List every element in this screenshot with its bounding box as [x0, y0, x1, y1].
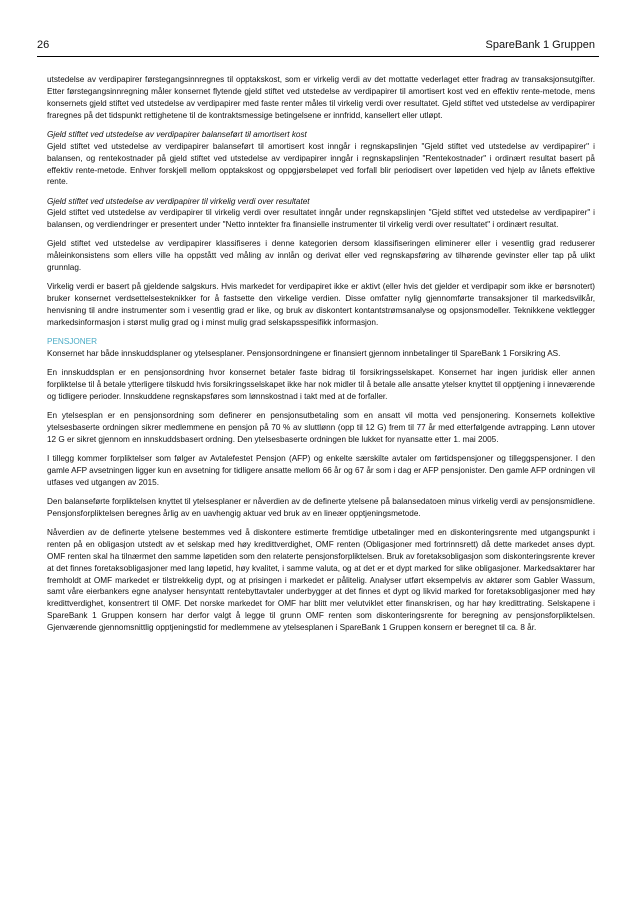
paragraph-securities-measurement: utstedelse av verdipapirer førstegangsinnregnes til opptakskost, som er virkelig verdi av det mottatte vederlaget etter fradrag av transaksjonsutgifter. Etter førstegangsinnregning måler konsernet flytende gjeld stiftet ved utstedelse av verdipapirer til amortisert kost ved en effektiv rente-metode, mens konsernets gjeld stiftet ved utstedelse av verdipapirer med faste renter måles til virkelig verdi over resultatet. Gjeld stiftet ved utstedelse av verdipapirer fraregnes på det tidspunkt rettighetene til de kontraktsmessige betingelsene er innfridd, kansellert eller utløpt.	[47, 75, 595, 120]
page-content	[47, 74, 595, 641]
section-fair-value	[47, 196, 595, 232]
paragraph-afp: I tillegg kommer forpliktelser som følger av Avtalefestet Pensjon (AFP) og enkelte særskilte avtaler om førtidspensjoner og tilleggspensjoner. I den gamle AFP avsetningen ligger kun en avsetning for tidligere ansatte mellom 66 år og 67 år som i dag er AFP pensjonister. Den gamle AFP ordningen vil utfases ved utgangen av 2015.	[47, 453, 595, 487]
sub-heading-amortised-cost: Gjeld stiftet ved utstedelse av verdipapirer balanseført til amortisert kost	[47, 129, 307, 139]
page-header	[37, 38, 595, 52]
paragraph-classification: Gjeld stiftet ved utstedelse av verdipapirer klassifiseres i denne kategorien dersom klassifiseringen eliminerer eller i vesentlig grad reduserer måleinkonsistens som ellers ville ha oppstått ved måling av innlån og derivat eller ved regnskapsføring av tilhørende gevinster eller tap på ulikt grunnlag.	[47, 239, 595, 273]
paragraph-defined-contribution: En innskuddsplan er en pensjonsordning hvor konsernet betaler faste bidrag til forsikringsselskapet. Konsernet har ingen juridisk eller annen forpliktelse til å betale ytterligere tilskudd hvis forsikringsselskapet ikke har nok midler til å betale alle ansatte ytelser knyttet til opptjening i inneværende og tidligere perioder. Innskuddene regnskapsføres som lønnskostnad i takt med at de forfaller.	[47, 368, 595, 401]
running-title: SpareBank 1 Gruppen	[485, 39, 595, 51]
paragraph-discount-rate: Nåverdien av de definerte ytelsene bestemmes ved å diskontere estimerte fremtidige utbetalinger med en diskonteringsrente med utgangspunkt i renten på en obligasjon utstedt av et selskap med høy kredittverdighet, OMF renten (Obligasjoner med fortrinnsrett) då dette markedet anses dypt. OMF renten skal ha tilnærmet den samme løpetiden som den relaterte pensjonsforpliktelsen. Bruk av foretaksobligasjon som diskonteringsrente krever at det finnes foretaksobligasjoner med lang løpetid, høy kvalitet, i samme valuta, og at det er et dypt marked for slike obligasjoner. Markedsaktører har fremholdt at OMF markedet er tilstrekkelig dypt, og at prisingen i markedet er pålitelig. Analyser utført eksempelvis av aktører som Gabler Wassum, samt våre eierbankers egne analyser hensyntatt rentebyttavtaler underbygger at det finnes et dypt og likvid marked for foretaksobligasjoner med høy kredittverdighet, konsentrert til OMF. Det norske markedet for OMF har blitt mer velutviklet etter finanskrisen, og har høy kredittrating. Selskapene i SpareBank 1 Gruppen konsern har derfor valgt å legge til grunn OMF renten som diskonteringsrente for beregning av pensjonsforpliktelsen. Gjenværende gjennomsnittlig opptjeningstid for medlemmene av ytelsesplanen i SpareBank 1 Gruppen konsern er beregnet til ca. 8 år.	[47, 527, 595, 633]
paragraph-fair-value: Gjeld stiftet ved utstedelse av verdipapirer til virkelig verdi over resultatet inngår under regnskapslinjen "Gjeld stiftet ved utstedelse av verdipapirer" i balansen, og verdiendringer er presentert under "Netto inntekter fra finansielle instrumenter til virkelig verdi over resultatet" i ordinært resultat.	[47, 208, 595, 230]
header-rule	[37, 56, 599, 57]
paragraph-pension-plans: Konsernet har både innskuddsplaner og ytelsesplaner. Pensjonsordningene er finansiert gjennom innbetalinger til SpareBank 1 Forsikring AS.	[47, 349, 561, 359]
section-pensions	[47, 336, 595, 360]
paragraph-defined-benefit: En ytelsesplan er en pensjonsordning som definerer en pensjonsutbetaling som en ansatt vil motta ved pensjonering. Konsernets kollektive ytelsesbaserte ordningen sikrer medlemmene en pensjon på 70 % av sluttlønn (opp til 12 G) frem til 77 år med etterfølgende avtrapping. Lønn utover 12 G er sikret gjennom en innskuddsbasert ordning. Den ytelsesbaserte ordningen ble lukket for nyansatte etter 1. mai 2005.	[47, 411, 595, 444]
sub-heading-fair-value: Gjeld stiftet ved utstedelse av verdipapirer til virkelig verdi over resultatet	[47, 196, 310, 206]
page-number: 26	[37, 39, 50, 51]
section-heading-pensions: PENSJONER	[47, 337, 98, 347]
paragraph-valuation: Virkelig verdi er basert på gjeldende salgskurs. Hvis markedet for verdipapiret ikke er aktivt (eller hvis det gjelder et verdipapir som ikke er børsnotert) bruker konsernet verdsettelsesteknikker for å fastsette den virkelige verdien. Disse omfatter nylig gjennomførte transaksjoner til markedsvilkår, henvisning til andre instrumenter som i vesentlig grad er like, og bruk av diskontert kontantstrømsanalyse og opsjonsmodeller. Teknikkene vektlegger markedsinformasjon i størst mulig grad og i minst mulig grad selskapsspesifikk informasjon.	[47, 282, 595, 328]
paragraph-amortised-cost: Gjeld stiftet ved utstedelse av verdipapirer balanseført til amortisert kost inngår i regnskapslinjen "Gjeld stiftet ved utstedelse av verdipapirer" i balansen, og rentekostnader på gjeld stiftet ved utstedelse av verdipapirer inngår i regnskapslinjen "Rentekostnader" i ordinært resultat basert på effektiv rente-metode. Enhver forskjell mellom opptakskost og oppgjørsbeløpet ved forfall blir periodisert over løpetiden ved hjelp av lånets effektive rente.	[47, 141, 595, 187]
paragraph-balance-obligation: Den balanseførte forpliktelsen knyttet til ytelsesplaner er nåverdien av de definerte ytelsene på balansedatoen minus virkelig verdi av pensjonsmidlene. Pensjonsforpliktelsen beregnes årlig av en uavhengig aktuar ved bruk av en lineær opptjeningsmetode.	[47, 496, 595, 518]
section-amortised-cost	[47, 129, 595, 189]
